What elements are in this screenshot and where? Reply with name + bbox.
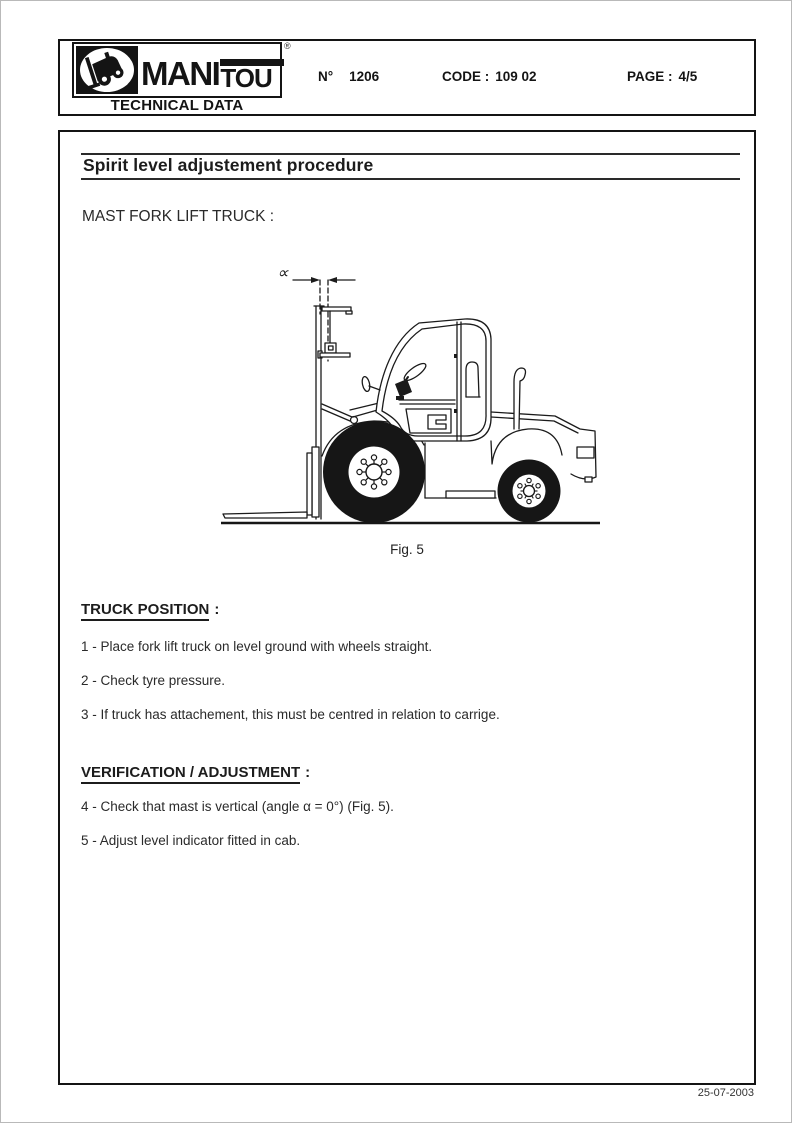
forklift-logo-icon — [76, 46, 138, 94]
page-title: Spirit level adjustement procedure — [83, 155, 374, 175]
code-field — [442, 69, 537, 84]
forklift-figure — [203, 251, 613, 536]
title-rule-bottom — [81, 178, 740, 180]
doc-number-label: N° — [318, 69, 334, 84]
content-frame — [58, 130, 756, 1085]
angle-alpha-label: ∝ — [277, 265, 289, 282]
brand-text-tou-block — [220, 57, 284, 91]
subtitle: MAST FORK LIFT TRUCK : — [82, 208, 275, 225]
page-field — [627, 69, 697, 84]
list-item: 2 - Check tyre pressure. — [81, 673, 226, 688]
list-item: 4 - Check that mast is vertical (angle α = 0°) (Fig. 5). — [81, 799, 394, 814]
list-item: 3 - If truck has attachement, this must be centred in relation to carrige. — [81, 707, 500, 722]
list-item: 1 - Place fork lift truck on level ground with wheels straight. — [81, 639, 433, 654]
section-heading-truck-position: TRUCK POSITION : — [81, 601, 219, 618]
brand-wordmark — [141, 49, 284, 91]
list-item: 5 - Adjust level indicator fitted in cab. — [81, 833, 301, 848]
code-label: CODE : — [442, 69, 490, 84]
page-value: 4/5 — [678, 69, 698, 84]
rear-wheel — [498, 460, 561, 523]
doc-number-field — [318, 69, 379, 84]
front-wheel — [323, 421, 425, 523]
brand-text-tou: TOU — [220, 63, 272, 93]
manitou-logo — [72, 42, 282, 98]
header — [58, 39, 756, 116]
doc-number-value: 1206 — [349, 69, 380, 84]
figure-caption: Fig. 5 — [390, 542, 424, 557]
tagline: TECHNICAL DATA — [110, 97, 244, 114]
brand-text-mani: MANI — [141, 55, 220, 92]
section-heading-verification-adjustment: VERIFICATION / ADJUSTMENT : — [81, 764, 310, 781]
code-value: 109 02 — [495, 69, 537, 84]
page-label: PAGE : — [627, 69, 673, 84]
registered-trademark-icon: ® — [284, 41, 291, 51]
footer-date: 25-07-2003 — [697, 1087, 754, 1099]
